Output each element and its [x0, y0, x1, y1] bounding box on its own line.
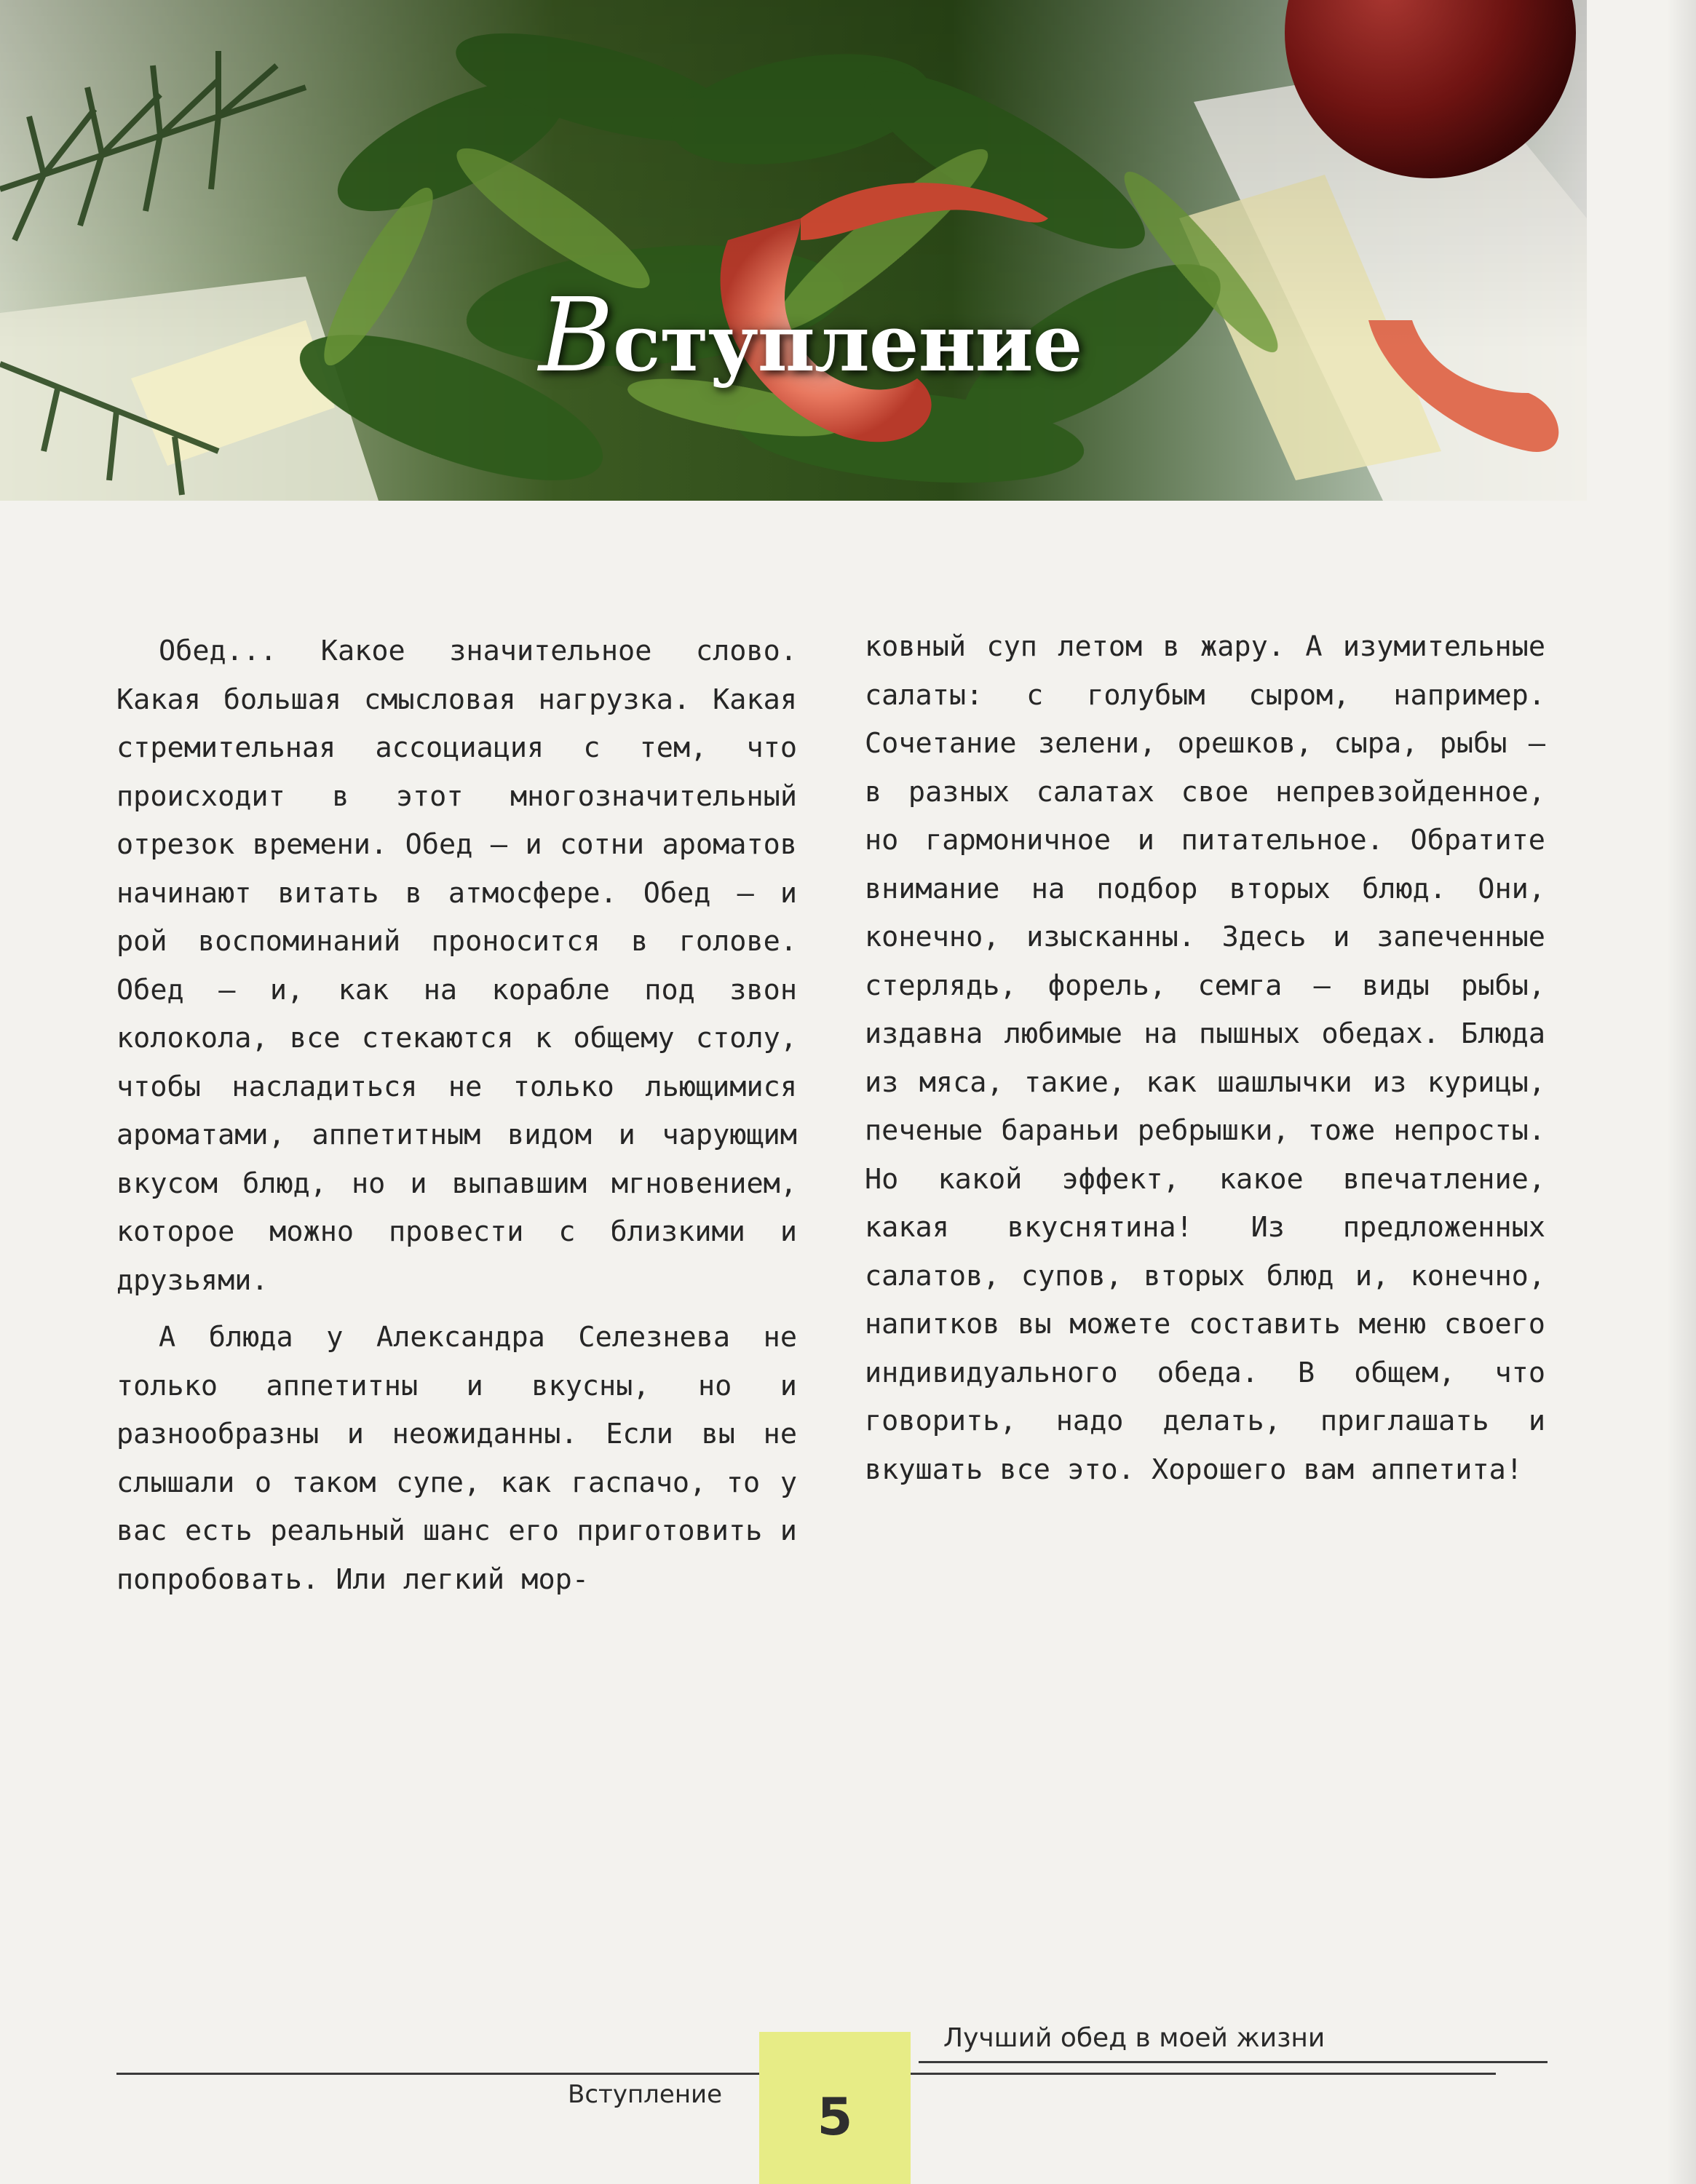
title-rest: ступление [612, 298, 1082, 389]
text-column-right [865, 623, 1545, 1494]
page-number-box [759, 2032, 911, 2184]
paragraph: ковный суп летом в жару. А изумительные салаты: с голубым сыром, например. Сочетание зелени, орешков, сыра, рыбы — в разных салатах свое непревзойденное, но гармоничное и питательное. Обратите внимание на подбор вторых блюд. Они, конечно, изысканны. Здесь и запеченные стерлядь, форель, семга — виды рыбы, издавна любимые на пышных обедах. Блюда из мяса, такие, как шашлычки из курицы, печеные бараньи ребрышки, тоже непросты. Но какой эффект, какое впечатление, какая вкуснятина! Из предложенных салатов, супов, вторых блюд и, конечно, напитков вы можете составить меню своего индивидуального обеда. В общем, что говорить, надо делать, приглашать и вкушать все это. Хорошего вам аппетита! [865, 630, 1545, 1486]
running-book-title: Лучший обед в моей жизни [943, 2023, 1326, 2053]
page-title [539, 277, 1082, 395]
text-column-left [116, 627, 797, 1604]
page-number: 5 [817, 2087, 853, 2147]
paragraph: А блюда у Александра Селезнева не только аппетитны и вкусны, но и разнообразны и неожиданны. Если вы не слышали о таком супе, как гаспачо, то у вас есть реальный шанс его приготовить и попробовать. Или легкий мор- [116, 1321, 797, 1596]
paragraph: Обед... Какое значительное слово. Какая большая смысловая нагрузка. Какая стремительная ассоциация с тем, что происходит в этот многозначительный отрезок времени. Обед — и сотни ароматов начинают витать в атмосфере. Обед — и рой воспоминаний проносится в голове. Обед — и, как на корабле под звон колокола, все стекаются к общему столу, чтобы насладиться не только льющимися ароматами, аппетитным видом и чарующим вкусом блюд, но и выпавшим мгновением, которое можно провести с близкими и друзьями. [116, 635, 797, 1297]
header-photo [0, 0, 1587, 501]
page-edge-shadow [1667, 0, 1696, 2184]
running-section-title: Вступление [568, 2080, 723, 2109]
footer-divider-right [919, 2061, 1548, 2063]
title-initial: В [539, 277, 613, 395]
salad-illustration [0, 0, 1587, 501]
